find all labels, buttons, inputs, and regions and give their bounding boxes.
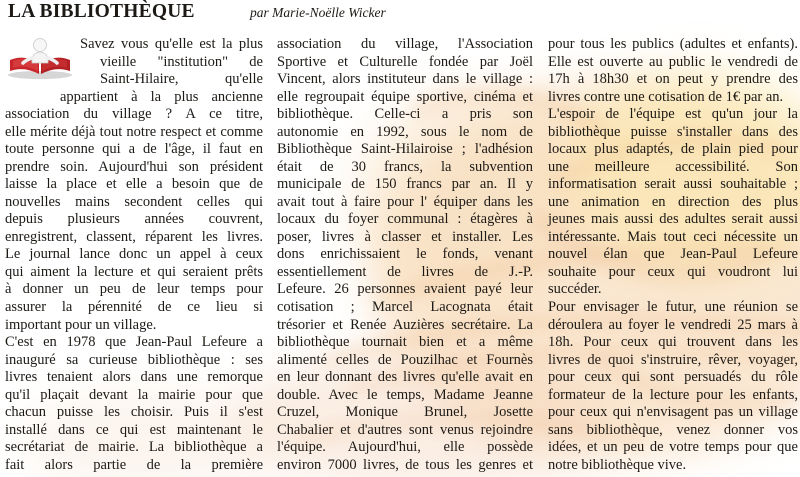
text-line: assurer la pérennité de ce lieu si [5,298,263,315]
text-line: locaux plus adaptés, de plain pied pour [548,141,798,158]
text-line: une animation en direction des plus [548,193,798,210]
article-title: LA BIBLIOTHÈQUE [8,1,195,22]
text-line: laisse la place et elle a besoin que de [5,176,263,193]
text-line: une meilleure accessibilité. Son [548,158,798,175]
text-line: Savez vous qu'elle est la plus [80,36,263,52]
text-line: livres de quoi s'instruire, rêver, voyager, [548,351,798,368]
text-line: poser, livres à classer et installer. Les [277,228,533,245]
text-line: Elle est ouverte au public le vendredi de [548,53,798,70]
text-line: municipale de 150 francs par an. Il y [277,176,533,193]
text-line: bibliothèque puisse s'installer dans des [548,123,798,140]
text-line: en leur donnant des livres qu'elle avait en [277,369,533,386]
text-line: autonomie en 1992, sous le nom de [277,123,533,140]
text-line: environ 7000 livres, de tous les genres et [277,456,533,473]
text-column-1 [5,36,263,474]
text-line: qu'il plaçait devant la mairie pour que [5,386,263,403]
text-line: elle regroupait équipe sportive, cinéma et [277,88,533,105]
text-line: locaux du foyer communal : étagères à [277,211,533,228]
text-line: association du village ? A ce titre, [5,106,263,123]
text-line: avait tout à faire pour l' équiper dans les [277,193,533,210]
text-column-2 [277,36,533,474]
text-line: intéressante. Mais tout ceci nécessite un [548,228,798,245]
text-line: installé dans ce qui est maintenant le [5,421,263,438]
text-line: association du village, l'Association [277,36,533,52]
text-line: depuis plusieurs années couvrent, [5,211,263,228]
text-line: cotisation ; Marcel Lacognata était [277,298,533,315]
article-byline: par Marie-Noëlle Wicker [250,5,386,20]
text-line: Le journal lance donc un appel à ceux [5,246,263,263]
text-line: L'espoir de l'équipe est qu'un jour la [548,106,798,123]
text-line: Chabalier et d'autres sont venus rejoindre [277,421,533,438]
text-line: appartient à la plus ancienne [60,88,263,105]
text-line: Cruzel, Monique Brunel, Josette [277,404,533,421]
text-line: livres tenaient alors dans une remorque [5,369,263,386]
text-line: fait alors partie de la première [5,456,263,473]
text-line: informatisation serait aussi souhaitable ; [548,176,798,193]
text-line: enregistrent, classent, réparent les livres. [5,228,263,245]
text-line: pour ceux qui n'envisagent pas un village [548,404,798,421]
text-line: alimenté celles de Pouzilhac et Fournès [277,351,533,368]
text-line: sans bibliothèque, venez donner vos [548,421,798,438]
text-line: Bibliothèque Saint-Hilairoise ; l'adhésion [277,141,533,158]
text-line: Vincent, alors instituteur dans le village : [277,71,533,88]
text-line: succéder. [548,281,602,298]
text-line: double. Avec le temps, Madame Jeanne [277,386,533,403]
text-line: idées, et un peu de votre temps pour que [548,439,798,456]
text-line: livres contre une cotisation de 1€ par an. [548,88,784,105]
text-line: essentiellement de livres de J.-P. [277,263,533,280]
text-line: trésorier et Renée Auzières secrétaire. La [277,316,533,333]
text-line: chacun puisse les choisir. Puis il s'est [5,404,263,421]
text-line: Saint-Hilaire, qu'elle [100,71,263,88]
text-line: nouvelles mains secondent celles qui [5,193,263,210]
text-line: inauguré sa curieuse bibliothèque : ses [5,351,263,368]
text-line: important pour un village. [5,316,157,333]
text-line: nouvel élan que Jean-Paul Lefeure [548,246,798,263]
text-line: Sportive et Culturelle fondée par Joël [277,53,533,70]
text-line: Lefeure. 26 personnes avaient payé leur [277,281,533,298]
text-line: 17h à 18h30 et on peut y prendre des [548,71,798,88]
text-line: qui aiment la lecture et qui seraient prêts [5,263,263,280]
text-line: prendre soin. Aujourd'hui son président [5,158,263,175]
text-line: à donner un peu de leur temps pour [5,281,263,298]
text-line: souhaite pour ceux qui voudront lui [548,263,798,280]
text-line: formateur de la lecture pour les enfants, [548,386,798,403]
text-line: notre bibliothèque vive. [548,456,687,473]
text-line: pour tous les publics (adultes et enfants). [548,36,798,52]
text-line: bibliothèque. Celle-ci a pris son [277,106,533,123]
text-line: elle mérite déjà tout notre respect et comme [5,123,263,140]
text-line: jeunes mais aussi des adultes serait aussi [548,211,798,228]
text-line: était de 30 francs, la subvention [277,158,533,175]
text-line: secrétariat de mairie. La bibliothèque a [5,439,263,456]
text-line: 18h. Pour ceux qui trouvent dans les [548,334,798,351]
text-line: C'est en 1978 que Jean-Paul Lefeure a [5,334,263,351]
text-line: l'équipe. Aujourd'hui, elle possède [277,439,533,456]
text-line: bibliothèque tournait bien et a même [277,334,533,351]
text-line: pour ceux qui sont persuadés du rôle [548,369,798,386]
text-line: Pour envisager le futur, une réunion se [548,298,798,315]
text-line: dons enrichissaient le fonds, venant [277,246,533,263]
text-line: vieille "institution" de [100,53,263,70]
text-line: déroulera au foyer le vendredi 25 mars à [548,316,798,333]
text-column-3 [548,36,798,474]
text-line: toute personne qui a de l'âge, il faut en [5,141,263,158]
